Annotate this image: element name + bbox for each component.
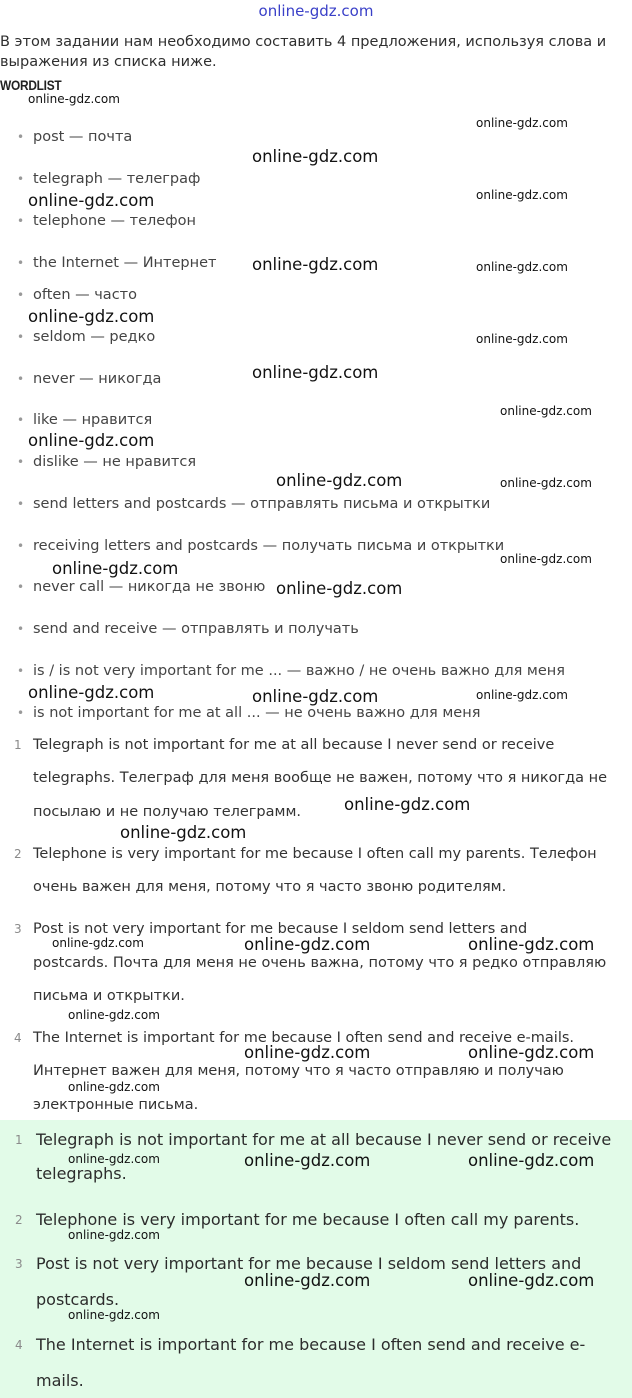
bullet-icon: • xyxy=(17,455,25,469)
watermark: online-gdz.com xyxy=(252,687,379,706)
watermark: online-gdz.com xyxy=(244,935,371,954)
answer-line: The Internet is important for me because I often send and receive e- xyxy=(36,1335,586,1354)
sentence-line: Post is not very important for me because I seldom send letters and xyxy=(33,921,528,937)
watermark: online-gdz.com xyxy=(476,116,568,130)
bullet-icon: • xyxy=(17,706,25,720)
watermark: online-gdz.com xyxy=(276,579,403,598)
answer-line: telegraphs. xyxy=(36,1164,127,1183)
bullet-icon: • xyxy=(17,413,25,427)
watermark: online-gdz.com xyxy=(500,552,592,566)
bullet-icon: • xyxy=(17,497,25,511)
watermark: online-gdz.com xyxy=(468,1043,595,1062)
watermark: online-gdz.com xyxy=(476,188,568,202)
watermark: online-gdz.com xyxy=(276,471,403,490)
watermark: online-gdz.com xyxy=(52,559,179,578)
sentence-line: очень важен для меня, потому что я часто звоню родителям. xyxy=(33,879,507,895)
bullet-icon: • xyxy=(17,622,25,636)
watermark: online-gdz.com xyxy=(28,307,155,326)
watermark: online-gdz.com xyxy=(52,936,144,950)
bullet-icon: • xyxy=(17,256,25,270)
intro-text xyxy=(0,32,632,70)
bullet-icon: • xyxy=(17,288,25,302)
answer-number: 1 xyxy=(15,1133,23,1147)
watermark: online-gdz.com xyxy=(500,476,592,490)
sentence-number: 3 xyxy=(14,922,22,936)
bullet-icon: • xyxy=(17,539,25,553)
watermark: online-gdz.com xyxy=(68,1308,160,1322)
sentence-number: 4 xyxy=(14,1031,22,1045)
bullet-icon: • xyxy=(17,330,25,344)
watermark: online-gdz.com xyxy=(252,255,379,274)
bullet-icon: • xyxy=(17,214,25,228)
watermark: online-gdz.com xyxy=(252,363,379,382)
sentence-line: письма и открытки. xyxy=(33,988,185,1004)
watermark: online-gdz.com xyxy=(244,1271,371,1290)
watermark: online-gdz.com xyxy=(500,404,592,418)
watermark: online-gdz.com xyxy=(28,431,155,450)
wordlist-heading: WORDLIST xyxy=(0,77,62,93)
watermark: online-gdz.com xyxy=(468,1151,595,1170)
sentence-number: 2 xyxy=(14,847,22,861)
sentence-line: Telephone is very important for me because I often call my parents. Телефон xyxy=(33,846,597,862)
bullet-icon: • xyxy=(17,372,25,386)
sentence-line: postcards. Почта для меня не очень важна, потому что я редко отправляю xyxy=(33,955,607,971)
sentence-line: посылаю и не получаю телеграмм. xyxy=(33,804,302,820)
sentence-line: Telegraph is not important for me at all because I never send or receive xyxy=(33,737,555,753)
watermark: online-gdz.com xyxy=(68,1008,160,1022)
watermark: online-gdz.com xyxy=(344,795,471,814)
watermark: online-gdz.com xyxy=(476,688,568,702)
bullet-icon: • xyxy=(17,664,25,678)
answer-line: postcards. xyxy=(36,1290,120,1309)
watermark: online-gdz.com xyxy=(68,1152,160,1166)
watermark: online-gdz.com xyxy=(28,191,155,210)
bullet-icon: • xyxy=(17,172,25,186)
answer-line: Post is not very important for me because I seldom send letters and xyxy=(36,1254,582,1273)
answer-number: 4 xyxy=(15,1338,23,1352)
watermark: online-gdz.com xyxy=(476,332,568,346)
answer-number: 3 xyxy=(15,1257,23,1271)
watermark: online-gdz.com xyxy=(68,1080,160,1094)
watermark: online-gdz.com xyxy=(244,1151,371,1170)
sentence-number: 1 xyxy=(14,738,22,752)
watermark: online-gdz.com xyxy=(476,260,568,274)
watermark: online-gdz.com xyxy=(120,823,247,842)
watermark: online-gdz.com xyxy=(252,147,379,166)
sentence-line: Интернет важен для меня, потому что я часто отправляю и получаю xyxy=(33,1063,564,1079)
watermark: online-gdz.com xyxy=(28,92,120,106)
watermark: online-gdz.com xyxy=(468,1271,595,1290)
answer-number: 2 xyxy=(15,1213,23,1227)
answer-line: Telephone is very important for me because I often call my parents. xyxy=(36,1210,580,1229)
site-header[interactable]: online-gdz.com xyxy=(258,2,374,20)
intro-line-2: выражения из списка ниже. xyxy=(0,54,217,70)
watermark: online-gdz.com xyxy=(68,1228,160,1242)
bullet-icon: • xyxy=(17,130,25,144)
sentence-line: telegraphs. Телеграф для меня вообще не важен, потому что я никогда не xyxy=(33,770,607,786)
watermark: online-gdz.com xyxy=(244,1043,371,1062)
answer-line: Telegraph is not important for me at all because I never send or receive xyxy=(36,1130,612,1149)
intro-line-1: В этом задании нам необходимо составить 4 предложения, используя слова и xyxy=(0,34,607,50)
watermark: online-gdz.com xyxy=(468,935,595,954)
bullet-icon: • xyxy=(17,580,25,594)
sentence-line: электронные письма. xyxy=(33,1097,199,1113)
watermark: online-gdz.com xyxy=(28,683,155,702)
sentence-line: The Internet is important for me because I often send and receive e-mails. xyxy=(33,1030,575,1046)
answer-line: mails. xyxy=(36,1371,84,1390)
